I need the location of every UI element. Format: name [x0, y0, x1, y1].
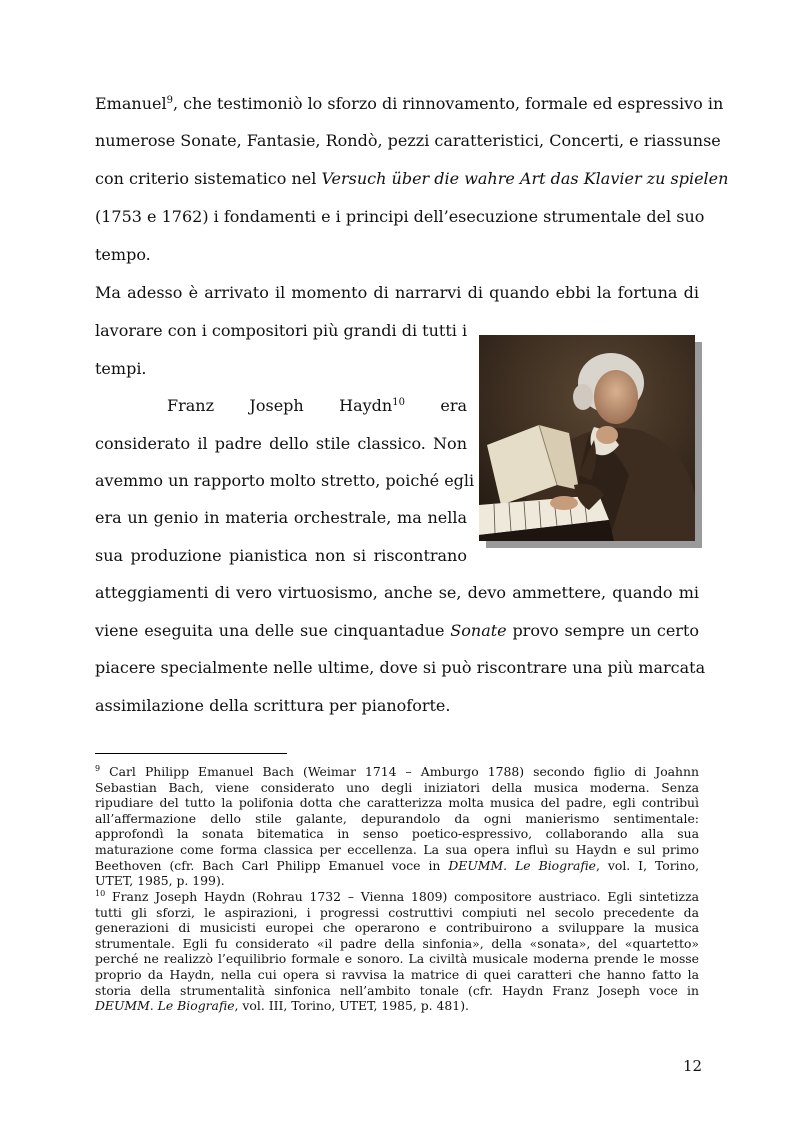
- text-run: era un genio in materia orchestrale, ma nella: [95, 508, 467, 527]
- body-line: [95, 312, 467, 350]
- text-run: lavorare con i compositori più grandi di tutti i: [95, 321, 468, 340]
- footnote-line: [95, 795, 699, 811]
- footnote-separator: [95, 753, 287, 754]
- page-number: 12: [683, 1057, 703, 1075]
- text-run: sua produzione pianistica non si riscontrano: [95, 546, 467, 565]
- body-line: [95, 350, 467, 388]
- footnote-line: [95, 764, 699, 780]
- text-run: Franz Joseph Haydn (Rohrau 1732 – Vienna 1809) compositore austriaco. Egli sintetizza: [105, 889, 699, 904]
- text-run: Beethoven (cfr. Bach Carl Philipp Emanuel voce in: [95, 857, 449, 873]
- text-run: tutti gli sforzi, le aspirazioni, i progressi costruttivi compiuti nel secolo precedente da: [95, 904, 699, 920]
- body-line: [95, 236, 699, 274]
- body-line: [95, 649, 706, 687]
- footnote-line: [95, 780, 699, 796]
- text-run: provo sempre un certo: [506, 621, 700, 640]
- text-run: strumentale. Egli fu considerato «il padre della sinfonia», della «sonata», del «quartetto»: [95, 935, 699, 951]
- text-run: Franz Joseph Haydn: [167, 396, 393, 415]
- text-run: perché ne realizzò l’equilibrio formale e sonoro. La civiltà musicale moderna prende le mosse: [95, 951, 699, 967]
- body-line: [95, 537, 467, 575]
- italic-text: Versuch über die wahre Art das Klavier zu spielen: [321, 169, 729, 188]
- text-run: UTET, 1985, p. 199).: [95, 873, 225, 889]
- text-run: era: [404, 396, 468, 415]
- text-run: viene eseguita una delle sue cinquantadue: [95, 621, 451, 640]
- text-run: storia della strumentalità sinfonica nell’ambito tonale (cfr. Haydn Franz Joseph voce in: [95, 982, 699, 998]
- footnote-number: 10: [95, 889, 106, 898]
- text-run: proprio da Haydn, nella cui opera si ravvisa la matrice di quei caratteri che hanno fatto la: [95, 966, 699, 982]
- text-run: piacere specialmente nelle ultime, dove si può riscontrare una più marcata: [95, 658, 706, 677]
- text-run: maturazione come forma classica per eccellenza. La sua opera influì su Haydn e sul primo: [95, 841, 699, 857]
- body-line: [95, 612, 699, 650]
- text-run: ripudiare del tutto la polifonia dotta che caratterizza molta musica del padre, egli contribuì: [95, 795, 699, 811]
- footnote-line: [95, 983, 699, 999]
- body-line: [95, 499, 467, 537]
- text-run: tempo.: [95, 245, 151, 264]
- text-run: (1753 e 1762) i fondamenti e i principi dell’esecuzione strumentale del suo: [95, 207, 705, 226]
- text-run: numerose Sonate, Fantasie, Rondò, pezzi caratteristici, Concerti, e riassunse: [95, 131, 721, 150]
- footnote-line: [95, 842, 699, 858]
- body-line: [95, 574, 699, 612]
- body-line: [95, 462, 475, 500]
- body-line: [95, 122, 721, 160]
- text-run: approfondì la sonata bitematica in senso poetico-espressivo, collaborando alla sua: [95, 826, 699, 842]
- italic-text: DEUMM. Le Biografie: [448, 857, 596, 873]
- haydn-portrait-image: [479, 335, 695, 541]
- body-line: [95, 160, 729, 198]
- italic-text: Sonate: [450, 621, 507, 640]
- footnote-line: [95, 998, 699, 1014]
- text-run: , che testimoniò lo sforzo di rinnovamento, formale ed espressivo in: [172, 94, 724, 113]
- body-line: [95, 687, 699, 725]
- text-run: , vol. I, Torino,: [595, 857, 700, 873]
- footnote-line: [95, 920, 699, 936]
- footnote-line: [95, 873, 699, 889]
- text-run: avemmo un rapporto molto stretto, poiché egli: [95, 471, 475, 490]
- footnote-ref: 10: [392, 397, 405, 408]
- footnote-ref: 9: [166, 95, 173, 106]
- body-line: [95, 198, 705, 236]
- text-run: con criterio sistematico nel: [95, 169, 322, 188]
- text-run: generazioni di musicisti europei che operarono e contribuirono a sviluppare la musica: [95, 920, 699, 936]
- text-run: Ma adesso è arrivato il momento di narrarvi di quando ebbi la fortuna di: [95, 283, 699, 302]
- text-run: assimilazione della scrittura per pianoforte.: [95, 696, 451, 715]
- body-line: [95, 85, 724, 123]
- text-run: , vol. III, Torino, UTET, 1985, p. 481).: [234, 998, 469, 1014]
- body-line: [95, 425, 467, 463]
- footnote-line: [95, 826, 699, 842]
- footnote-10: [95, 889, 699, 1014]
- italic-text: DEUMM. Le Biografie: [95, 998, 235, 1014]
- footnote-line: [95, 951, 699, 967]
- body-line: [95, 387, 467, 425]
- text-run: considerato il padre dello stile classico. Non: [95, 434, 467, 453]
- text-run: Carl Philipp Emanuel Bach (Weimar 1714 – Amburgo 1788) secondo figlio di Joahnn: [100, 764, 699, 779]
- footnote-line: [95, 967, 699, 983]
- body-line: [95, 274, 699, 312]
- footnote-line: [95, 905, 699, 921]
- text-run: Sebastian Bach, viene considerato uno degli iniziatori della musica moderna. Senza: [95, 779, 699, 795]
- text-run: all’affermazione dello stile galante, depurandolo da ogni manierismo sentimentale:: [95, 810, 699, 826]
- footnote-number: 9: [95, 764, 101, 773]
- text-run: tempi.: [95, 359, 147, 378]
- footnote-line: [95, 858, 699, 874]
- footnote-line: [95, 936, 699, 952]
- footnote-line: [95, 811, 699, 827]
- text-run: atteggiamenti di vero virtuosismo, anche se, devo ammettere, quando mi: [95, 583, 699, 602]
- footnote-9: [95, 764, 699, 889]
- text-run: Emanuel: [95, 94, 167, 113]
- footnote-line: [95, 889, 699, 905]
